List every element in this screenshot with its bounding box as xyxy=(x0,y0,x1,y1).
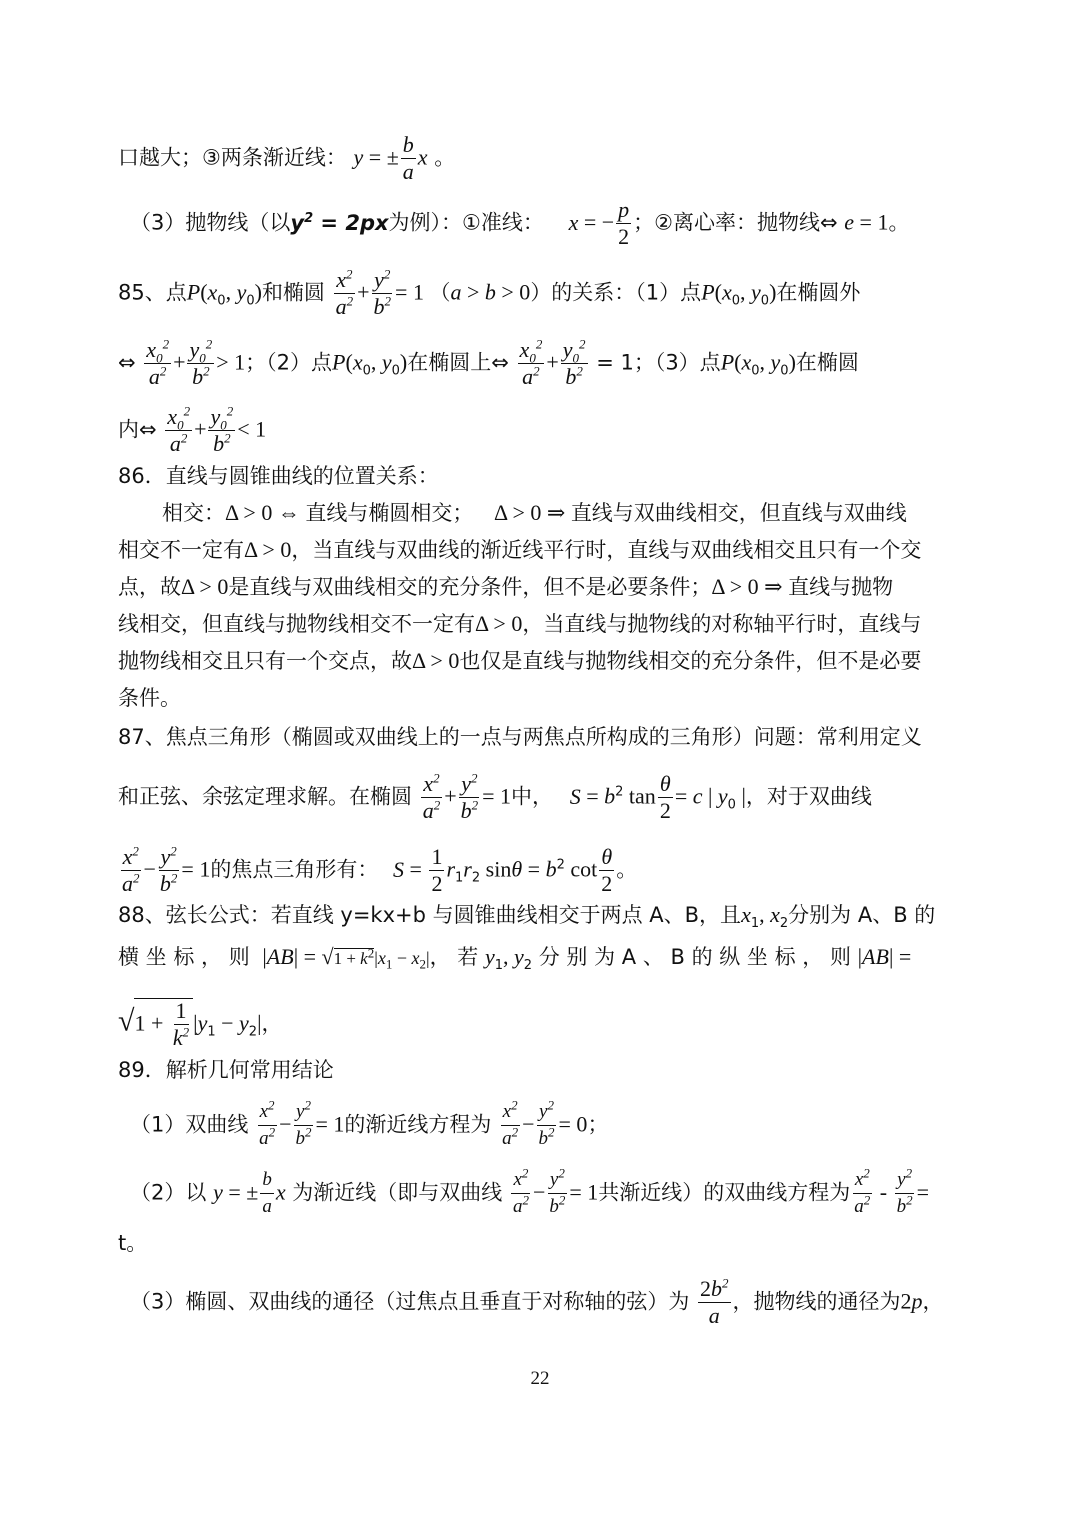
text: 直线与抛物 xyxy=(788,575,894,599)
line-89-2-end: t。 xyxy=(118,1231,148,1255)
text: 为例）：①准线： xyxy=(388,210,544,235)
formula-sqrt-large: √ xyxy=(118,1004,135,1038)
text: （1）双曲线 xyxy=(130,1112,249,1137)
text: （2）以 xyxy=(130,1180,207,1205)
text: 共渐近线）的双曲线方程为 xyxy=(598,1180,851,1205)
fraction-b-over-a: $\frac{b}{a}$ xyxy=(402,132,414,184)
text: ；（2）点 xyxy=(245,350,333,375)
text: 85、点 xyxy=(118,280,187,305)
heading-86: 86．直线与圆锥曲线的位置关系： xyxy=(118,464,439,488)
text: 分 别 为 A 、 B 的 纵 坐 标 ， 则 xyxy=(538,945,851,969)
text: ， xyxy=(261,1011,283,1036)
text: 是直线与双曲线相交的充分条件，但不是必要条件； xyxy=(228,575,712,599)
text: ）的关系：（1）点 xyxy=(530,280,702,305)
text: 在椭圆外 xyxy=(776,280,861,305)
text: 相交不一定有 xyxy=(118,538,244,562)
text: 。 xyxy=(434,145,456,170)
text: 在椭圆上⇔ xyxy=(407,350,509,375)
text: ； xyxy=(587,1112,609,1137)
text: 的焦点三角形有： xyxy=(210,857,379,882)
line-87-hyperbola: $\frac{x^2}{a^2}$ − $\frac{y^2}{b^2}$ = 1的焦点三角形有： S = $\frac{1}{2}$ $r_1r_2$ $\sin\theta = b^2$ cot $\frac{\theta}{2}$ 。 xyxy=(122,843,638,896)
text: ，抛物线的通径为 xyxy=(732,1289,901,1314)
heading-89: 89．解析几何常用结论 xyxy=(118,1058,334,1082)
text: （ xyxy=(429,280,451,305)
text: 88、弦长公式：若直线 y=kx+b 与圆锥曲线相交于两点 A、B，且 xyxy=(118,903,742,927)
line-85-cont: ⇔ $\frac{x_0^2}{a^2}$ + $\frac{y_0^2}{b^2}$ > 1；（2）点$P(x_0$, $y_0$)在椭圆上⇔ $\frac{x_0^2}{a^2}$ + $\frac{y_0^2}{b^2}$ = 1；（3）点$P(x_0$, $y_0$)在椭圆 xyxy=(118,336,859,389)
text: 中， xyxy=(511,784,554,809)
text: 口越大；③两条渐近线： xyxy=(118,145,347,170)
text: 内⇔ xyxy=(118,417,157,442)
text: 点，故 xyxy=(118,575,181,599)
formula-parabola: $y^2 = 2px$ xyxy=(290,210,389,235)
text: 和椭圆 xyxy=(261,280,325,305)
text: 分别为 A、B 的 xyxy=(788,903,936,927)
line-89-1: （1）双曲线 $\frac{x^2}{a^2}$ − $\frac{y^2}{b^2}$ = 1的渐近线方程为 $\frac{x^2}{a^2}$ − $\frac{y^2}{b^2}$ = 0； xyxy=(130,1097,609,1149)
page-number: 22 xyxy=(530,1368,550,1389)
text: 的渐近线方程为 xyxy=(344,1112,492,1137)
text: （3）抛物线（以 xyxy=(130,210,291,235)
line-86-1: 相交：Δ > 0 ⇔ 直线与椭圆相交； Δ > 0 ⇒ 直线与双曲线相交，但直线与双曲线 xyxy=(162,500,907,525)
text: 为渐近线（即与双曲线 xyxy=(292,1180,503,1205)
line-87-ellipse: 和正弦、余弦定理求解。在椭圆 $\frac{x^2}{a^2}$ + $\frac{y^2}{b^2}$ = 1中， $S = b^2$ tan $\frac{\theta}{2}$ = c | $y_0$ |，对于双曲线 xyxy=(118,770,872,823)
text: 抛物线相交且只有一个交点，故 xyxy=(118,649,412,673)
text: ，当直线与抛物线的对称轴平行时，直线与 xyxy=(522,612,922,636)
text: 也仅是直线与抛物线相交的充分条件，但不是必要 xyxy=(459,649,922,673)
text: 直线与椭圆相交； xyxy=(305,501,474,525)
line-parabola: （3）抛物线（以$y^2 = 2px$为例）：①准线： x = − $\frac{p}{2}$ ；②离心率：抛物线⇔ e = 1。 xyxy=(130,197,910,249)
text: ⇔ xyxy=(118,350,136,375)
formula-asymptote: y xyxy=(353,144,364,170)
line-86-2: 相交不一定有Δ > 0，当直线与双曲线的渐近线平行时，直线与双曲线相交且只有一个交 xyxy=(118,537,922,562)
text: 。 xyxy=(888,210,910,235)
line-85: 85、点$P(x_0$, $y_0$)和椭圆 $\frac{x^2}{a^2}$ + $\frac{y^2}{b^2}$ = 1 （a > b > 0）的关系：（1）点$P(x_0$, $y_0$)在椭圆外 xyxy=(118,266,861,319)
heading-87: 87、焦点三角形（椭圆或双曲线上的一点与两焦点所构成的三角形）问题：常利用定义 xyxy=(118,725,922,749)
line-86-4: 线相交，但直线与抛物线相交不一定有Δ > 0，当直线与抛物线的对称轴平行时，直线与 xyxy=(118,611,922,636)
text: （3）椭圆、双曲线的通径（过焦点且垂直于对称轴的弦）为 xyxy=(130,1289,690,1314)
text: = 1；（3）点 xyxy=(596,350,721,375)
line-86-6: 条件。 xyxy=(118,686,181,710)
text: 在椭圆 xyxy=(795,350,859,375)
text: 直线与双曲线相交，但直线与双曲线 xyxy=(570,501,907,525)
line-89-3: （3）椭圆、双曲线的通径（过焦点且垂直于对称轴的弦）为 $\frac{2b^2}{a}$ ，抛物线的通径为2p， xyxy=(130,1275,944,1328)
text: 相交： xyxy=(162,501,225,525)
line-88-3: √1 + $\frac{1}{k^2}$ $|y_1 - y_2|$， xyxy=(118,998,283,1050)
line-86-3: 点，故Δ > 0是直线与双曲线相交的充分条件，但不是必要条件；Δ > 0 ⇒ 直线与抛物 xyxy=(118,574,894,599)
text: 。 xyxy=(616,857,638,882)
line-85-inside: 内⇔ $\frac{x_0^2}{a^2}$ + $\frac{y_0^2}{b^2}$ < 1 xyxy=(118,403,267,456)
text: ，对于双曲线 xyxy=(745,784,872,809)
text: 横 坐 标 ， 则 xyxy=(118,945,250,969)
line-asymptotes: 口越大；③两条渐近线： y = ± $\frac{b}{a}$ x 。 xyxy=(118,132,456,184)
line-86-5: 抛物线相交且只有一个交点，故Δ > 0也仅是直线与抛物线相交的充分条件，但不是必要 xyxy=(118,648,922,673)
line-89-2: （2）以 y = ± $\frac{b}{a}$ x 为渐近线（即与双曲线 $\frac{x^2}{a^2}$ − $\frac{y^2}{b^2}$ = 1共渐近线）的双曲线方程为 $\frac{x^2}{a^2}$ - $\frac{y^2}{b^2}$ = xyxy=(130,1165,930,1217)
text: ；②离心率：抛物线⇔ xyxy=(633,210,838,235)
text: ， xyxy=(922,1289,944,1314)
text: 线相交，但直线与抛物线相交不一定有 xyxy=(118,612,475,636)
text: ，当直线与双曲线的渐近线平行时，直线与双曲线相交且只有一个交 xyxy=(291,538,922,562)
formula-sqrt: $√1 + k^2$ xyxy=(321,944,375,969)
heading-88: 88、弦长公式：若直线 y=kx+b 与圆锥曲线相交于两点 A、B，且$x_1$, $x_2$分别为 A、B 的 xyxy=(118,902,936,932)
text: 和正弦、余弦定理求解。在椭圆 xyxy=(118,784,412,809)
text: ， 若 xyxy=(429,945,479,969)
line-88-2: 横 坐 标 ， 则 $|AB| = √1 + k^2|x_1 - x_2|$， 若 $y_1$, $y_2$ 分 别 为 A 、 B 的 纵 坐 标 ， 则 |AB| = xyxy=(118,944,912,974)
